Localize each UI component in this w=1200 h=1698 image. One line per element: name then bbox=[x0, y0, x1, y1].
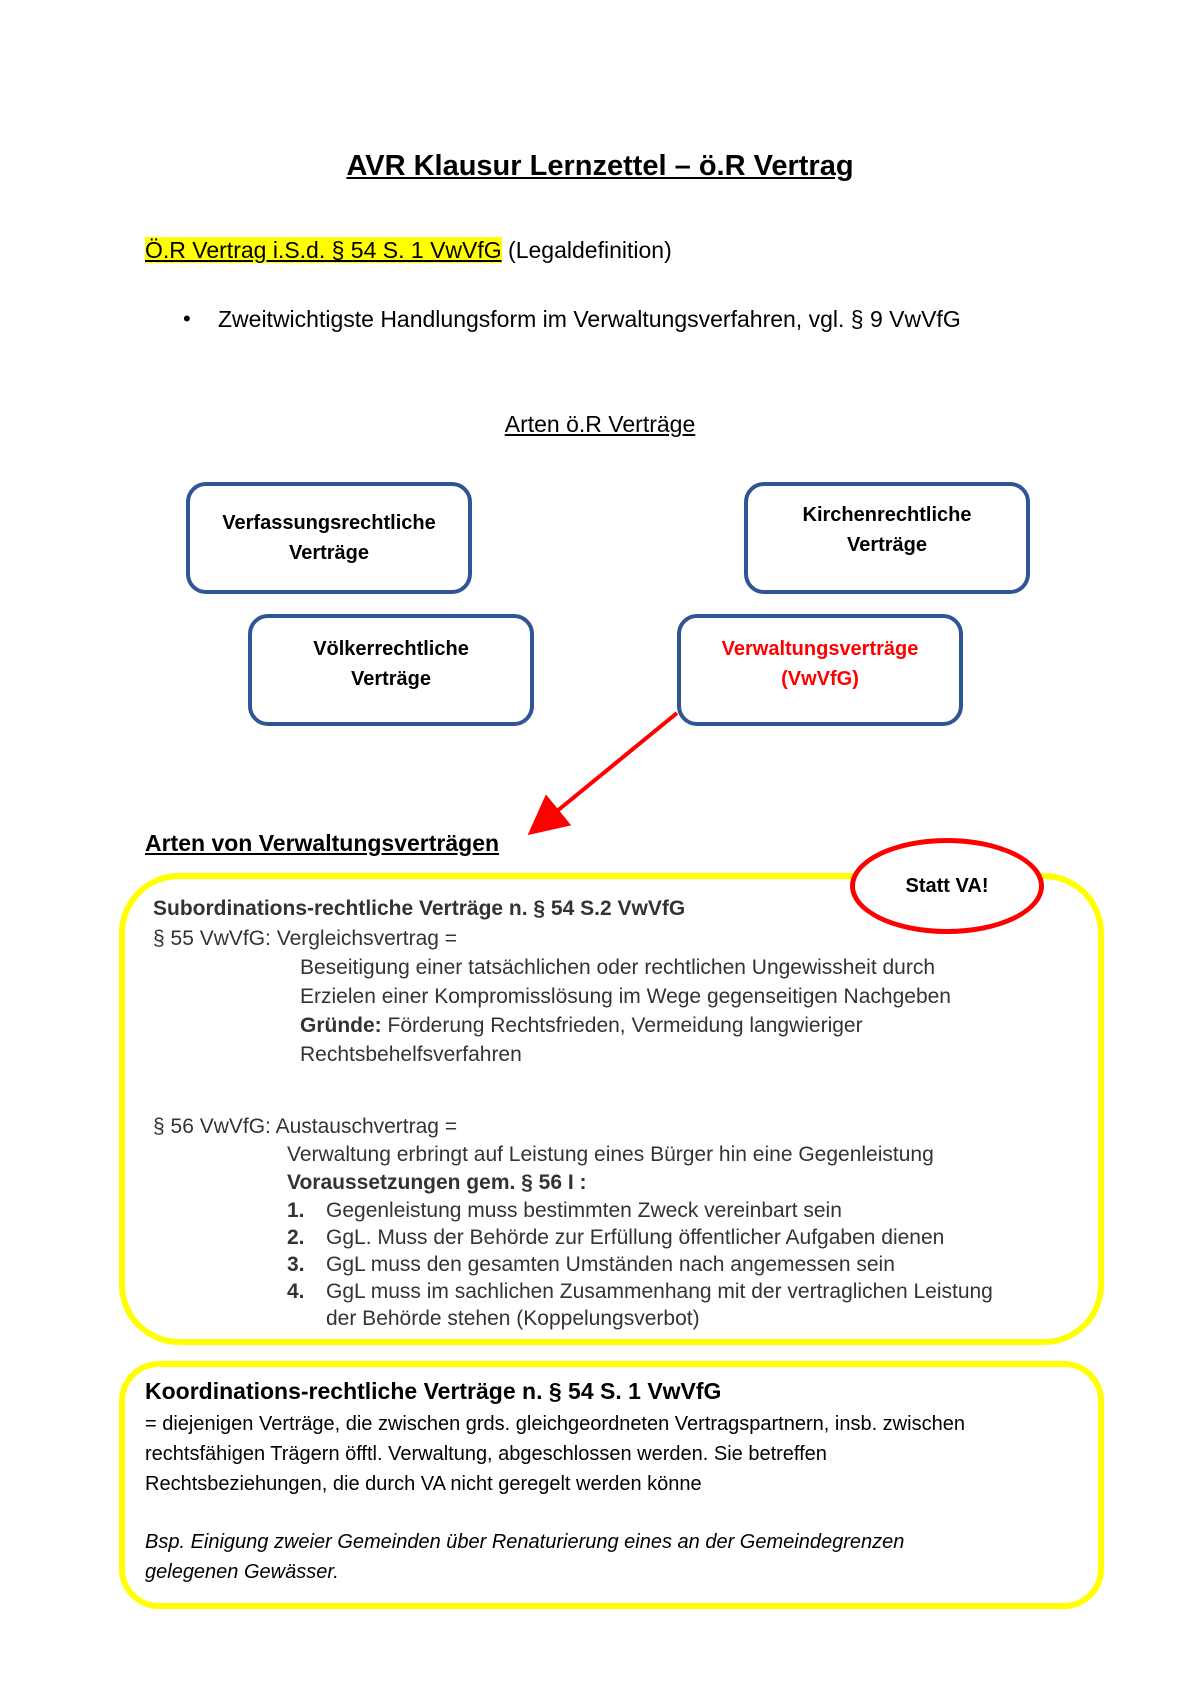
koordination-example: Bsp. Einigung zweier Gemeinden über Renaturierung eines an der Gemeindegrenzen bbox=[145, 1531, 905, 1553]
p56-voraussetzungen: Voraussetzungen gem. § 56 I : bbox=[287, 1171, 587, 1194]
list-text: GgL. Muss der Behörde zur Erfüllung öffentlicher Aufgaben dienen bbox=[326, 1226, 945, 1249]
node-label-line: Verträge bbox=[350, 668, 432, 690]
list-item bbox=[0, 1199, 1200, 1226]
node-label-line: Verträge bbox=[288, 542, 370, 564]
p55-gruende-cont: Rechtsbehelfsverfahren bbox=[300, 1043, 522, 1066]
statt-va-ellipse: Statt VA! bbox=[850, 838, 1044, 934]
list-item bbox=[0, 1226, 1200, 1253]
page-title: AVR Klausur Lernzettel – ö.R Vertrag bbox=[346, 150, 854, 182]
definition-line bbox=[145, 237, 672, 264]
node-label-line: Verfassungsrechtliche bbox=[222, 512, 436, 534]
list-number: 1. bbox=[287, 1199, 305, 1222]
p55-gruende bbox=[300, 1014, 863, 1038]
definition-highlight: Ö.R Vertrag i.S.d. § 54 S. 1 VwVfG bbox=[145, 237, 502, 263]
node-label-line: Kirchenrechtliche bbox=[802, 504, 972, 526]
node-kirchenrechtliche bbox=[744, 482, 1030, 594]
koordination-example: gelegenen Gewässer. bbox=[145, 1561, 339, 1583]
node-label-line: Verwaltungsverträge bbox=[721, 638, 919, 660]
list-text: GgL muss den gesamten Umständen nach angemessen sein bbox=[326, 1253, 895, 1276]
node-label-line: (VwVfG) bbox=[781, 668, 859, 690]
p56-line: Verwaltung erbringt auf Leistung eines Bürger hin eine Gegenleistung bbox=[287, 1143, 934, 1166]
list-text: Gegenleistung muss bestimmten Zweck vereinbart sein bbox=[326, 1199, 842, 1222]
subordination-heading: Subordinations-rechtliche Verträge n. § 54 S.2 VwVfG bbox=[153, 897, 686, 920]
node-verfassungsrechtliche bbox=[186, 482, 472, 594]
node-label-line: Verträge bbox=[846, 534, 928, 556]
bullet-icon: • bbox=[183, 306, 191, 331]
p55-line: Beseitigung einer tatsächlichen oder rechtlichen Ungewissheit durch bbox=[300, 956, 936, 979]
arten-verwaltungsvertraege-heading: Arten von Verwaltungsverträgen bbox=[145, 830, 500, 856]
node-voelkerrechtliche bbox=[248, 614, 534, 726]
node-verwaltungsvertraege bbox=[677, 614, 963, 726]
koordination-title: Koordinations-rechtliche Verträge n. § 54 S. 1 VwVfG bbox=[145, 1378, 722, 1404]
list-item bbox=[0, 1253, 1200, 1280]
list-item bbox=[0, 1280, 1200, 1307]
p56-label: § 56 VwVfG: Austauschvertrag = bbox=[153, 1115, 458, 1138]
definition-suffix: (Legaldefinition) bbox=[501, 237, 672, 263]
list-number: 4. bbox=[287, 1280, 305, 1303]
koordination-line: Rechtsbeziehungen, die durch VA nicht geregelt werden könne bbox=[145, 1473, 702, 1495]
list-number: 3. bbox=[287, 1253, 305, 1276]
p55-label: § 55 VwVfG: Vergleichsvertrag = bbox=[153, 927, 458, 950]
gruende-label: Gründe: bbox=[300, 1014, 382, 1037]
node-label-line: Völkerrechtliche bbox=[313, 638, 469, 660]
koordination-line: = diejenigen Verträge, die zwischen grds. gleichgeordneten Vertragspartnern, insb. zwischen bbox=[145, 1413, 965, 1435]
list-text: GgL muss im sachlichen Zusammenhang mit der vertraglichen Leistung bbox=[326, 1280, 993, 1303]
list-item-cont: der Behörde stehen (Koppelungsverbot) bbox=[326, 1307, 700, 1330]
bullet-text: Zweitwichtigste Handlungsform im Verwaltungsverfahren, vgl. § 9 VwVfG bbox=[218, 306, 961, 332]
arten-heading: Arten ö.R Verträge bbox=[504, 411, 696, 437]
koordination-line: rechtsfähigen Trägern öfftl. Verwaltung, abgeschlossen werden. Sie betreffen bbox=[145, 1443, 827, 1465]
p55-line: Erzielen einer Kompromisslösung im Wege gegenseitigen Nachgeben bbox=[300, 985, 951, 1008]
list-number: 2. bbox=[287, 1226, 305, 1249]
gruende-text: Förderung Rechtsfrieden, Vermeidung langwieriger bbox=[381, 1014, 863, 1037]
